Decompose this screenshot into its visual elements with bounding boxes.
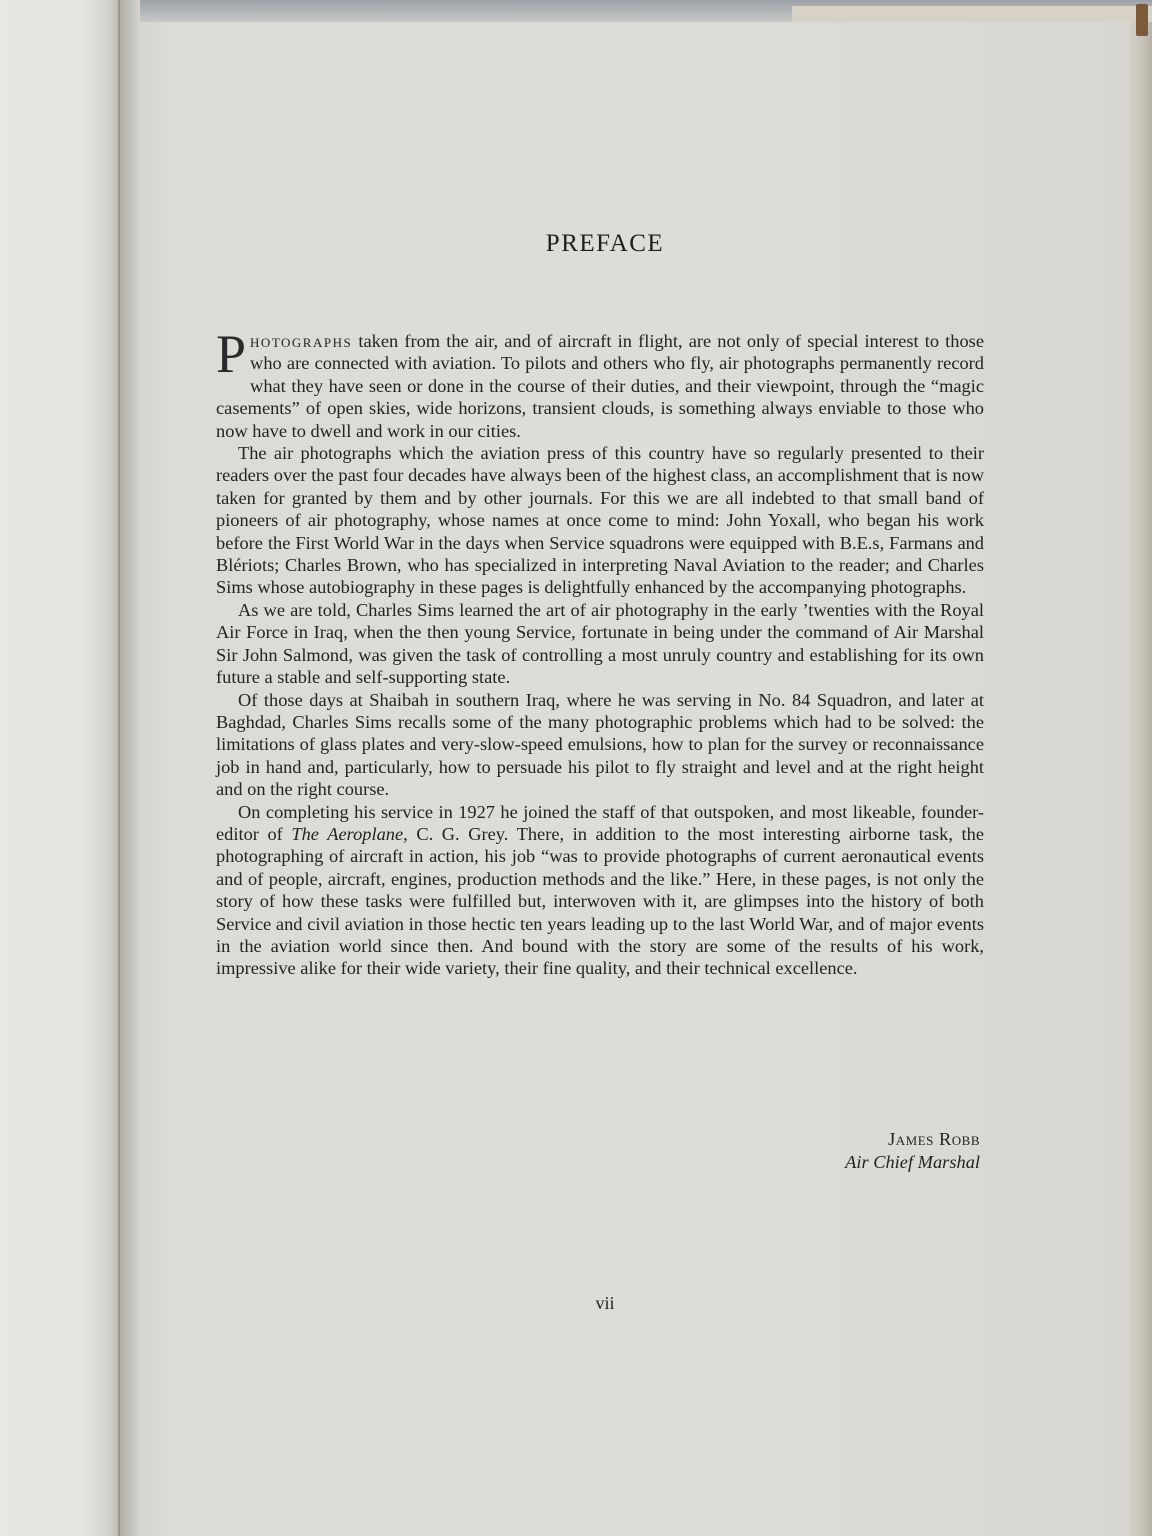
paragraph-5-text-before: On completing his service in 1927 he joined the staff of that outspoken, and most likeable, founder-editor of (216, 801, 984, 844)
magazine-title: The Aeroplane (291, 823, 404, 844)
binding-tape (792, 6, 1152, 22)
author-rank: Air Chief Marshal (845, 1151, 980, 1172)
preface-paragraph-4: Of those days at Shaibah in southern Iraq, where he was serving in No. 84 Squadron, and later at Baghdad, Charles Sims recalls some of the many photographic problems which had to be solved: the limitations of glass plates and very-slow-speed emulsions, how to plan for the survey or reconnaissance job in hand and, particularly, how to persuade his pilot to fly straight and level and at the right height and on the right course. (216, 689, 984, 800)
paragraph-1-text: taken from the air, and of aircraft in flight, are not only of special interest to those who are connected with aviation. To pilots and others who fly, air photographs permanently record what they have seen or done in the course of their duties, and their viewpoint, through the “magic casements” of open skies, wide horizons, transient clouds, is something always enviable to those who now have to dwell and work in our cities. (216, 331, 984, 441)
page-number: vii (595, 1293, 615, 1313)
preface-paragraph-5 (216, 801, 984, 980)
binding-tape-end (1136, 4, 1148, 36)
drop-cap: P (216, 324, 247, 384)
preface-body (216, 324, 984, 980)
preface-paragraph-2: The air photographs which the aviation press of this country have so regularly presented to their readers over the past four decades have always been of the highest class, an accomplishment that is now taken for granted by them and by other journals. For this we are all indebted to that small band of pioneers of air photography, whose names at once come to mind: John Yoxall, who began his work before the First World War in the days when Service squadrons were equipped with B.E.s, Farmans and Blériots; Charles Brown, who has specialized in interpreting Naval Aviation to the reader; and Charles Sims whose autobiography in these pages is delightfully enhanced by the accompanying photographs. (216, 443, 984, 598)
lead-in-smallcaps: hotographs (250, 331, 353, 351)
preface-paragraph-3: As we are told, Charles Sims learned the art of air photography in the early ’twenties with the Royal Air Force in Iraq, when the then young Service, fortunate in being under the command of Air Marshal Sir John Salmond, was given the task of controlling a most unruly country and establishing for its own future a stable and self-supporting state. (216, 599, 984, 688)
author-name: James Robb (888, 1129, 980, 1149)
preface-paragraph-1 (216, 324, 984, 442)
page-title: PREFACE (545, 230, 665, 257)
paragraph-5-text-after: , C. G. Grey. There, in addition to the most interesting airborne task, the photographing of aircraft in action, his job “was to provide photographs of current aeronautical events and of people, aircraft, engines, production methods and the like.” Here, in these pages, is not only the story of how these tasks were fulfilled but, interwoven with it, are glimpses into the history of both Service and civil aviation in those hectic ten years leading up to the last World War, and of major events in the aviation world since then. And bound with the story are some of the results of his work, impressive alike for their wide variety, their fine quality, and their technical excellence. (216, 823, 984, 979)
signature-block (845, 1128, 980, 1173)
